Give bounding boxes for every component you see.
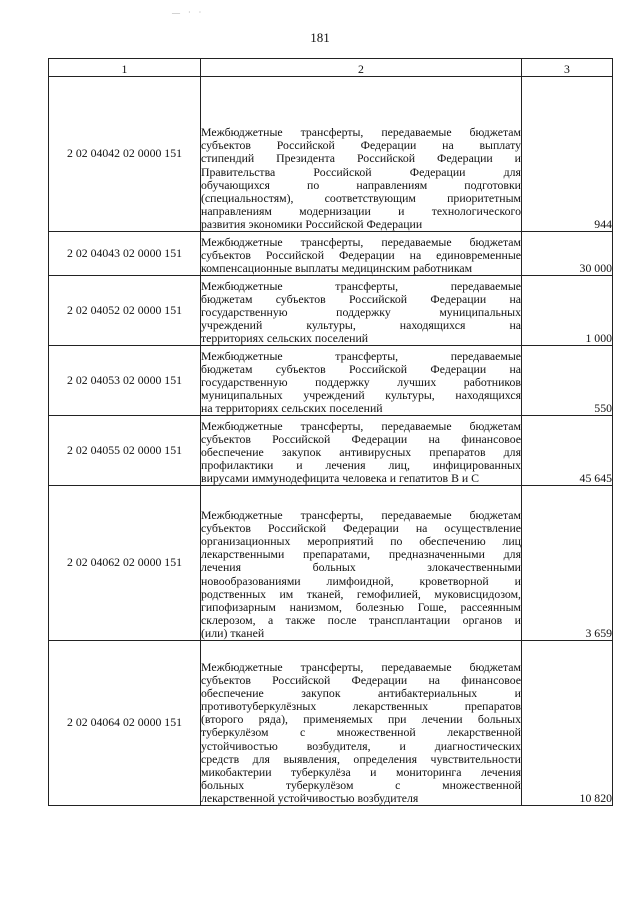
table-header-row: [49, 59, 613, 77]
amount-value: 45 645: [522, 416, 613, 486]
table-row: [49, 346, 613, 416]
column-header-3: 3: [522, 59, 613, 77]
description-line: Межбюджетные трансферты, передаваемые бюджетам: [201, 659, 521, 674]
budget-code: 2 02 04055 02 0000 151: [49, 416, 201, 486]
transfer-description: [201, 346, 522, 416]
description-line: бюджетам субъектов Российской Федерации на: [201, 361, 521, 376]
transfer-description: [201, 416, 522, 486]
description-line: Межбюджетные трансферты, передаваемые: [201, 348, 521, 363]
description-line: противотуберкулёзных лекарственных препаратов: [201, 699, 521, 714]
description-line: Межбюджетные трансферты, передаваемые бюджетам: [201, 125, 521, 140]
table-row: [49, 641, 613, 806]
description-line: Правительства Российской Федерации для: [201, 164, 521, 179]
description-line: больных туберкулёзом с множественной: [201, 777, 521, 792]
table-row: [49, 77, 613, 232]
description-line: бюджетам субъектов Российской Федерации на: [201, 291, 521, 306]
amount-value: 30 000: [522, 232, 613, 276]
amount-value: 550: [522, 346, 613, 416]
column-header-2: 2: [201, 59, 522, 77]
description-line: (или) тканей: [201, 625, 265, 640]
table-row: [49, 232, 613, 276]
description-line: микобактерии туберкулёза и мониторинга лечения: [201, 764, 521, 779]
description-line: вирусами иммунодефицита человека и гепатитов В и С: [201, 470, 480, 485]
budget-code: 2 02 04053 02 0000 151: [49, 346, 201, 416]
description-line: обеспечение закупок антибактериальных и: [201, 686, 521, 701]
transfer-description: [201, 77, 522, 232]
description-line: учреждений культуры, находящихся на: [201, 317, 521, 332]
description-line: средств для выявления, определения чувствительности: [201, 751, 521, 766]
transfer-description: [201, 232, 522, 276]
budget-table: [48, 58, 613, 806]
table-row: [49, 416, 613, 486]
description-line: туберкулёзом с множественной лекарственной: [201, 725, 521, 740]
description-line: профилактики и лечения лиц, инфицированных: [201, 457, 521, 472]
amount-value: 3 659: [522, 486, 613, 641]
transfer-description: [201, 641, 522, 806]
description-line: субъектов Российской Федерации на единовременные: [201, 247, 521, 262]
description-line: государственную поддержку муниципальных: [201, 304, 521, 319]
budget-code: 2 02 04062 02 0000 151: [49, 486, 201, 641]
budget-code: 2 02 04043 02 0000 151: [49, 232, 201, 276]
table-row: [49, 276, 613, 346]
budget-code: 2 02 04042 02 0000 151: [49, 77, 201, 232]
description-line: склерозом, а также после трансплантации органов и: [201, 612, 521, 627]
description-line: субъектов Российской Федерации на финансовое: [201, 431, 521, 446]
description-line: субъектов Российской Федерации на выплату: [201, 138, 521, 153]
budget-code: 2 02 04052 02 0000 151: [49, 276, 201, 346]
description-line: организационных мероприятий по обеспечению лиц: [201, 534, 521, 549]
description-line: территориях сельских поселений: [201, 330, 369, 345]
description-line: субъектов Российской Федерации на осуществление: [201, 521, 521, 536]
description-line: устойчивостью возбудителя, и диагностических: [201, 738, 521, 753]
description-line: компенсационные выплаты медицинским работникам: [201, 260, 473, 275]
description-line: (второго ряда), применяемых при лечении больных: [201, 712, 521, 727]
description-line: гипофизарным нанизмом, болезнью Гоше, рассеянным: [201, 599, 521, 614]
description-line: обучающихся по направлениям подготовки: [201, 177, 521, 192]
column-header-1: 1: [49, 59, 201, 77]
table-row: [49, 486, 613, 641]
transfer-description: [201, 276, 522, 346]
description-line: родственных им тканей, гемофилией, муковисцидозом,: [201, 586, 521, 601]
description-line: лекарственной устойчивостью возбудителя: [201, 790, 419, 805]
description-line: муниципальных учреждений культуры, находящихся: [201, 387, 521, 402]
page-number: 181: [310, 30, 330, 45]
transfer-description: [201, 486, 522, 641]
amount-value: 944: [522, 77, 613, 232]
description-line: (специальностям), соответствующим приоритетным: [201, 190, 521, 205]
amount-value: 10 820: [522, 641, 613, 806]
description-line: направлениям модернизации и технологического: [201, 203, 521, 218]
description-line: субъектов Российской Федерации на финансовое: [201, 673, 521, 688]
description-line: лечения больных злокачественными: [201, 560, 521, 575]
description-line: стипендий Президента Российской Федерации и: [201, 151, 521, 166]
description-line: развития экономики Российской Федерации: [201, 216, 423, 231]
description-line: Межбюджетные трансферты, передаваемые: [201, 278, 521, 293]
description-line: новообразованиями лимфоидной, кроветворной и: [201, 573, 521, 588]
description-line: лекарственными препаратами, предназначенными для: [201, 547, 521, 562]
description-line: Межбюджетные трансферты, передаваемые бюджетам: [201, 234, 521, 249]
budget-code: 2 02 04064 02 0000 151: [49, 641, 201, 806]
scan-mark: — · ·: [172, 8, 205, 17]
description-line: государственную поддержку лучших работников: [201, 374, 521, 389]
amount-value: 1 000: [522, 276, 613, 346]
description-line: Межбюджетные трансферты, передаваемые бюджетам: [201, 418, 521, 433]
description-line: Межбюджетные трансферты, передаваемые бюджетам: [201, 508, 521, 523]
description-line: на территориях сельских поселений: [201, 400, 383, 415]
description-line: обеспечение закупок антивирусных препаратов для: [201, 444, 521, 459]
